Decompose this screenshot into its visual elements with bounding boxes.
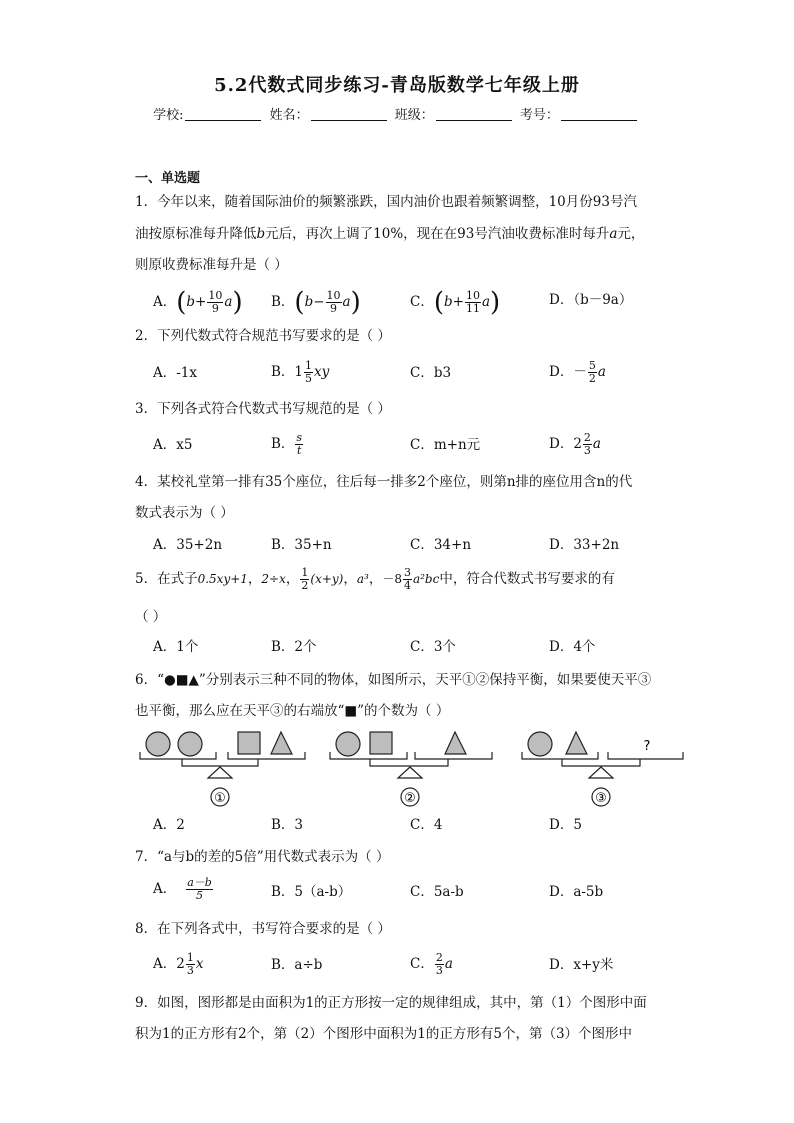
term: b+ [444, 294, 464, 310]
numerator: 10 [326, 289, 341, 302]
option-text: D．2 [549, 436, 582, 452]
fraction [295, 432, 303, 457]
section-heading: 一、单选题 [135, 171, 201, 186]
q5-line2: （ ） [135, 609, 167, 625]
q2-option-c[interactable]: C．b3 [410, 365, 452, 381]
q5-text: 中，符合代数式书写要求的有 [439, 571, 615, 587]
option-text: xy [314, 364, 330, 380]
option-text: a [592, 436, 601, 452]
q7-option-a[interactable] [153, 877, 214, 902]
fraction [304, 360, 313, 385]
q3-options [135, 432, 695, 462]
numerator: 5 [588, 359, 596, 372]
scale-3-label: ③ [595, 791, 607, 806]
q2-option-d[interactable] [549, 360, 606, 385]
fraction [186, 952, 195, 977]
fraction [403, 567, 412, 592]
triangle-icon [445, 732, 466, 754]
denominator: 3 [435, 964, 443, 977]
numerator: 3 [403, 566, 411, 579]
q7-options [135, 877, 695, 909]
q1-line2 [135, 226, 644, 242]
question-mark: ? [643, 739, 651, 754]
numerator: 1 [305, 359, 313, 372]
q5-option-b[interactable]: B．2个 [271, 639, 317, 655]
exam-no-label: 考号： [519, 108, 559, 123]
fulcrum [398, 767, 422, 778]
q1-var-a: a [609, 226, 618, 242]
numerator: 1 [186, 951, 194, 964]
q6-option-b[interactable]: B．3 [271, 817, 304, 833]
q7-option-b[interactable]: B．5（a-b） [271, 884, 352, 900]
expr: a³ [356, 572, 369, 586]
q4-line1: 4．某校礼堂第一排有35个座位，往后每一排多2个座位，则第n排的座位用含n的代 [135, 474, 633, 490]
expr: 2÷x [261, 572, 286, 586]
numerator: 10 [465, 289, 480, 302]
q5-option-d[interactable]: D．4个 [549, 639, 596, 655]
q6-options [135, 817, 695, 837]
sep: ， [343, 571, 357, 587]
option-text: x [195, 956, 204, 972]
fraction [465, 290, 481, 315]
denominator: 2 [588, 372, 596, 385]
q7-stem: 7．“a与b的差的5倍”用代数式表示为（ ） [135, 849, 390, 865]
q1-text: 元， [617, 226, 645, 242]
option-text: a [597, 364, 606, 380]
q1-var-b: b [256, 226, 266, 242]
q6-line1: 6．“●■▲”分别表示三种不同的物体，如图所示，天平①②保持平衡，如果要使天平③ [135, 672, 652, 688]
sep: ， [368, 571, 383, 587]
q4-option-a[interactable]: A．35+2n [153, 537, 223, 553]
sep: ， [247, 571, 262, 587]
q1-option-b[interactable]: B．(b− $\frac{10}{9}$ a) [271, 287, 361, 318]
q5-option-a[interactable]: A．1个 [153, 639, 199, 655]
q5-line1 [135, 567, 615, 592]
denominator: 3 [583, 444, 591, 457]
denominator: 2 [301, 579, 309, 592]
q8-option-a[interactable] [153, 952, 203, 977]
denominator: 11 [465, 302, 480, 315]
q1-option-a[interactable]: A．(b+ $\frac{10}{9}$ a) [153, 287, 243, 318]
q6-option-a[interactable]: A．2 [153, 817, 185, 833]
q4-option-b[interactable]: B．35+n [271, 537, 332, 553]
q2-option-b[interactable] [271, 360, 329, 385]
fraction [207, 290, 223, 315]
expr: a²bc [412, 572, 440, 586]
q3-option-c[interactable]: C．m+n元 [410, 437, 481, 453]
term: a [342, 294, 351, 310]
fraction [326, 290, 342, 315]
numerator: 1 [301, 566, 309, 579]
circle-icon [178, 732, 202, 756]
circle-icon [336, 732, 360, 756]
fraction [186, 877, 213, 902]
denominator: 5 [305, 372, 313, 385]
q2-stem: 2．下列代数式符合规范书写要求的是（ ） [135, 328, 391, 344]
option-text: B． [271, 436, 295, 452]
q1-line3: 则原收费标准每升是（ ） [135, 257, 288, 273]
fraction [583, 432, 592, 457]
q3-option-b[interactable] [271, 432, 304, 457]
q2-option-a[interactable]: A．-1x [153, 365, 198, 381]
q1-text: 元后，再次上调了10%，现在在93号汽油收费标准时每升 [265, 226, 610, 242]
q5-options [135, 639, 695, 659]
expr: －8 [382, 572, 402, 586]
fraction [435, 952, 444, 977]
q7-option-c[interactable]: C．5a-b [410, 884, 464, 900]
q1-option-c[interactable]: C．(b+ $\frac{10}{11}$ a) [410, 287, 501, 318]
q4-options [135, 537, 695, 557]
circle-icon [146, 732, 170, 756]
fulcrum [208, 767, 232, 778]
fulcrum [589, 767, 613, 778]
option-text: D．－ [549, 364, 587, 380]
term: b+ [186, 294, 207, 310]
q3-stem: 3．下列各式符合代数式书写规范的是（ ） [135, 401, 391, 417]
fraction [300, 567, 309, 592]
numerator: 2 [583, 431, 591, 444]
denominator: 9 [211, 302, 219, 315]
page-title: 5.2代数式同步练习-青岛版数学七年级上册 [214, 75, 580, 96]
q1-line1: 1．今年以来，随着国际油价的频繁涨跌，国内油价也跟着频繁调整，10月份93号汽 [135, 194, 637, 210]
q9-line2: 积为1的正方形有2个，第（2）个图形中面积为1的正方形有5个，第（3）个图形中 [135, 1026, 633, 1042]
option-text: C． [410, 956, 434, 972]
denominator: 5 [196, 889, 204, 902]
term: a [481, 294, 491, 310]
fraction [588, 360, 597, 385]
scale-2-label: ② [404, 791, 416, 806]
numerator: 2 [435, 951, 443, 964]
q8-option-b[interactable]: B．a÷b [271, 957, 323, 973]
school-blank[interactable] [185, 108, 261, 121]
square-icon [238, 732, 260, 754]
option-text: A．2 [153, 956, 185, 972]
beam [182, 759, 258, 766]
option-letter: C． [410, 294, 434, 310]
exam-no-blank[interactable] [561, 108, 637, 121]
q5-option-c[interactable]: C．3个 [410, 639, 456, 655]
q1-text: 油按原标准每升降低 [135, 226, 257, 242]
q6-option-c[interactable]: C．4 [410, 817, 443, 833]
denominator: t [297, 444, 302, 457]
square-icon [370, 732, 392, 754]
q8-stem: 8．在下列各式中，书写符合要求的是（ ） [135, 921, 391, 937]
q6-line2: 也平衡，那么应在天平③的右端放“■”的个数为（ ） [135, 703, 450, 719]
option-letter: B． [271, 294, 295, 310]
term: b− [304, 294, 325, 310]
numerator: 10 [208, 289, 223, 302]
beam [370, 759, 448, 766]
q3-option-a[interactable]: A．x5 [153, 437, 193, 453]
denominator: 9 [330, 302, 338, 315]
balance-scales-figure [130, 726, 690, 810]
school-label: 学校: [153, 108, 184, 123]
q4-option-c[interactable]: C．34+n [410, 537, 472, 553]
sep: ， [285, 571, 300, 587]
option-text: A． [153, 881, 177, 897]
q3-option-d[interactable] [549, 432, 601, 457]
q4-line2: 数式表示为（ ） [135, 505, 234, 521]
expr: 0.5xy+1 [197, 572, 248, 586]
option-text: B．1 [271, 364, 304, 380]
class-label: 班级： [394, 108, 434, 123]
option-letter: A． [153, 294, 177, 310]
q8-option-c[interactable] [410, 952, 453, 977]
denominator: 3 [186, 964, 194, 977]
name-blank[interactable] [311, 108, 387, 121]
q4-option-d[interactable]: D．33+2n [549, 537, 620, 553]
q8-option-d[interactable]: D．x+y米 [549, 957, 614, 973]
numerator: a－b [187, 876, 212, 889]
student-info-line [0, 104, 794, 123]
q1-option-d[interactable]: D．（b－9a） [549, 292, 633, 308]
numerator: s [296, 431, 303, 444]
q5-text: 5．在式子 [135, 571, 198, 587]
triangle-icon [271, 732, 292, 754]
class-blank[interactable] [436, 108, 512, 121]
name-label: 姓名： [269, 108, 309, 123]
option-text: a [444, 956, 453, 972]
term: a [224, 294, 233, 310]
triangle-icon [566, 732, 587, 754]
beam [562, 759, 640, 766]
q8-options [135, 952, 695, 982]
q2-options [135, 360, 695, 390]
q7-option-d[interactable]: D．a-5b [549, 884, 604, 900]
q6-option-d[interactable]: D．5 [549, 817, 582, 833]
q9-line1: 9．如图，图形都是由面积为1的正方形按一定的规律组成，其中，第（1）个图形中面 [135, 995, 647, 1011]
denominator: 4 [403, 579, 411, 592]
circle-icon [528, 732, 552, 756]
scale-1-label: ① [214, 791, 226, 806]
expr: (x+y) [310, 572, 344, 586]
